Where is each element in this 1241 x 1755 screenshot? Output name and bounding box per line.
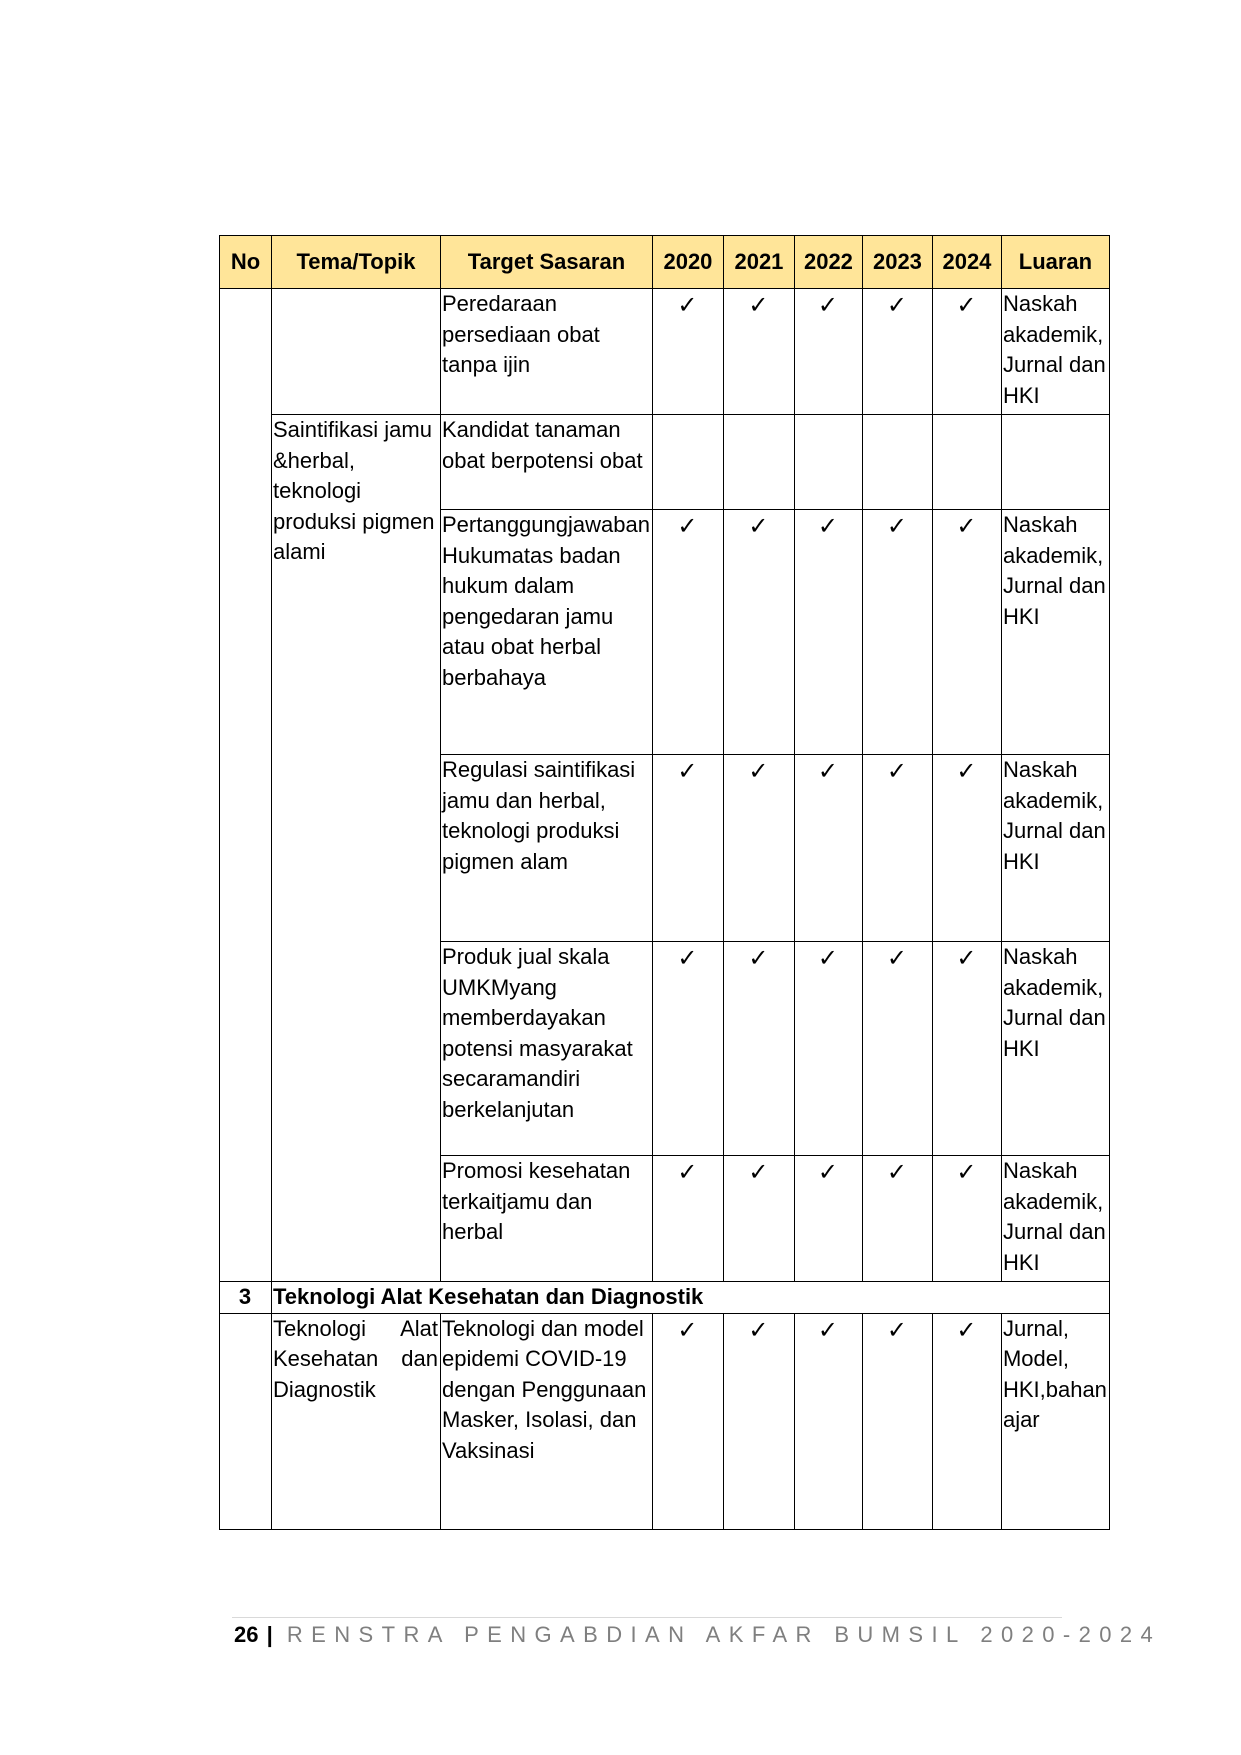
renstra-table <box>219 235 1110 1530</box>
check-2022: ✓ <box>794 289 862 415</box>
empty-2024 <box>932 415 1001 510</box>
check-2024: ✓ <box>932 510 1001 755</box>
luaran-cell: Naskah akademik, Jurnal dan HKI <box>1001 755 1109 942</box>
target-cell: Peredaraan persediaan obat tanpa ijin <box>441 289 653 415</box>
check-2023: ✓ <box>862 1313 932 1529</box>
empty-2023 <box>862 415 932 510</box>
empty-2020 <box>652 415 723 510</box>
tema-cell: Teknologi Alat Kesehatan dan Diagnostik <box>272 1313 441 1529</box>
luaran-cell <box>1001 415 1109 510</box>
check-2021: ✓ <box>723 755 794 942</box>
check-2020: ✓ <box>652 289 723 415</box>
check-2023: ✓ <box>862 510 932 755</box>
check-2020: ✓ <box>652 942 723 1156</box>
footer-title: RENSTRA PENGABDIAN AKFAR BUMSIL 2020-2024 <box>286 1622 1162 1647</box>
page-footer <box>234 1622 1161 1648</box>
check-2020: ✓ <box>652 1156 723 1282</box>
header-row <box>220 236 1110 289</box>
check-2023: ✓ <box>862 289 932 415</box>
footer-divider <box>232 1617 1062 1618</box>
header-2024: 2024 <box>932 236 1001 289</box>
empty-2021 <box>723 415 794 510</box>
check-2024: ✓ <box>932 1156 1001 1282</box>
page-number: 26 <box>234 1622 259 1647</box>
check-2024: ✓ <box>932 755 1001 942</box>
no-cell <box>220 1313 272 1529</box>
header-target: Target Sasaran <box>441 236 653 289</box>
check-2024: ✓ <box>932 289 1001 415</box>
check-2021: ✓ <box>723 1156 794 1282</box>
section-no: 3 <box>220 1282 272 1314</box>
empty-2022 <box>794 415 862 510</box>
table-row <box>220 1313 1110 1529</box>
table-row <box>220 289 1110 415</box>
table-row <box>220 415 1110 510</box>
check-2023: ✓ <box>862 755 932 942</box>
header-2020: 2020 <box>652 236 723 289</box>
header-2021: 2021 <box>723 236 794 289</box>
check-2020: ✓ <box>652 755 723 942</box>
no-cell <box>220 289 272 1282</box>
header-no: No <box>220 236 272 289</box>
header-luaran: Luaran <box>1001 236 1109 289</box>
tema-cell: Saintifikasi jamu &herbal, teknologi produksi pigmen alami <box>272 415 441 1282</box>
check-2024: ✓ <box>932 942 1001 1156</box>
check-2022: ✓ <box>794 942 862 1156</box>
luaran-cell: Naskah akademik, Jurnal dan HKI <box>1001 1156 1109 1282</box>
target-cell: Teknologi dan model epidemi COVID-19 dengan Penggunaan Masker, Isolasi, dan Vaksinasi <box>441 1313 653 1529</box>
check-2023: ✓ <box>862 942 932 1156</box>
target-cell: Pertanggungjawaban Hukumatas badan hukum dalam pengedaran jamu atau obat herbal berbahaya <box>441 510 653 755</box>
check-2021: ✓ <box>723 1313 794 1529</box>
check-2021: ✓ <box>723 289 794 415</box>
luaran-cell: Jurnal, Model, HKI,bahan ajar <box>1001 1313 1109 1529</box>
check-2021: ✓ <box>723 942 794 1156</box>
check-2024: ✓ <box>932 1313 1001 1529</box>
section-row <box>220 1282 1110 1314</box>
check-2021: ✓ <box>723 510 794 755</box>
luaran-cell: Naskah akademik, Jurnal dan HKI <box>1001 942 1109 1156</box>
target-cell: Regulasi saintifikasi jamu dan herbal, teknologi produksi pigmen alam <box>441 755 653 942</box>
check-2022: ✓ <box>794 1156 862 1282</box>
check-2022: ✓ <box>794 755 862 942</box>
check-2023: ✓ <box>862 1156 932 1282</box>
header-tema: Tema/Topik <box>272 236 441 289</box>
target-cell: Kandidat tanaman obat berpotensi obat <box>441 415 653 510</box>
header-2022: 2022 <box>794 236 862 289</box>
luaran-cell: Naskah akademik, Jurnal dan HKI <box>1001 510 1109 755</box>
header-2023: 2023 <box>862 236 932 289</box>
target-cell: Produk jual skala UMKMyang memberdayakan potensi masyarakat secaramandiri berkelanjutan <box>441 942 653 1156</box>
check-2020: ✓ <box>652 510 723 755</box>
luaran-cell: Naskah akademik, Jurnal dan HKI <box>1001 289 1109 415</box>
section-title: Teknologi Alat Kesehatan dan Diagnostik <box>272 1282 1110 1314</box>
check-2022: ✓ <box>794 510 862 755</box>
footer-separator: | <box>266 1622 273 1647</box>
check-2022: ✓ <box>794 1313 862 1529</box>
check-2020: ✓ <box>652 1313 723 1529</box>
target-cell: Promosi kesehatan terkaitjamu dan herbal <box>441 1156 653 1282</box>
tema-cell <box>272 289 441 415</box>
